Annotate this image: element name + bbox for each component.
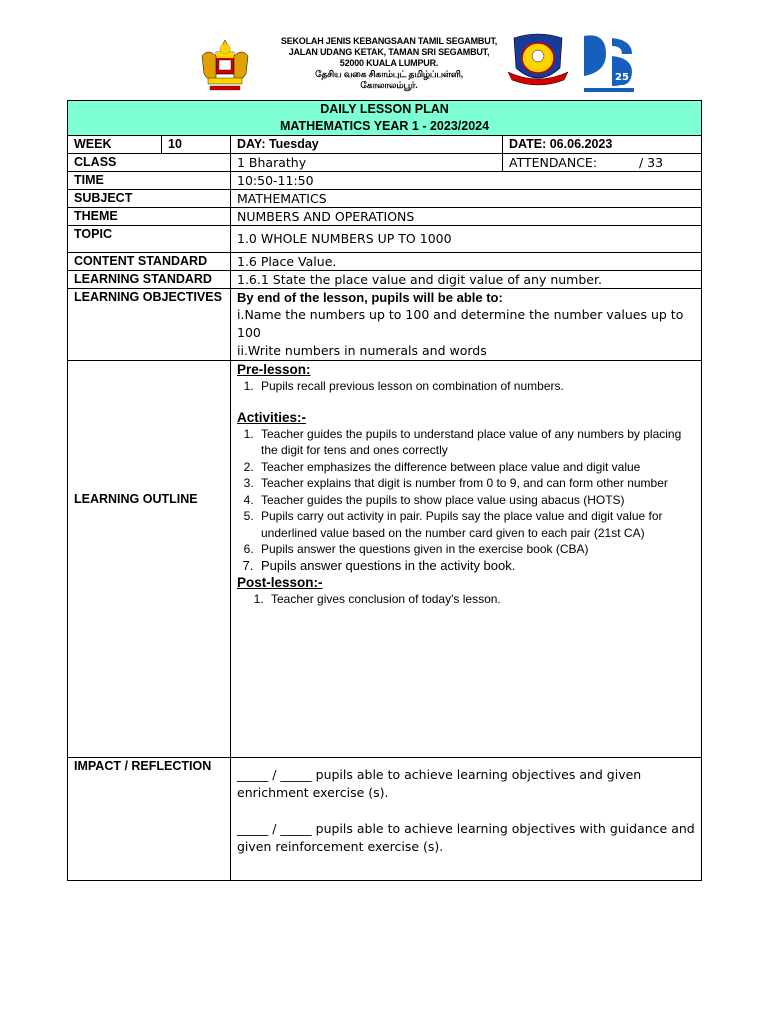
outline-row (68, 361, 702, 758)
list-item: 1. Pupils recall previous lesson on combination of numbers. (257, 378, 695, 395)
reflection-row (68, 758, 702, 881)
content-standard-value: 1.6 Place Value. (231, 253, 702, 271)
reflection-cell (231, 758, 702, 881)
title-cell (68, 101, 702, 136)
objective-item: i.Name the numbers up to 100 and determine the number values up to 100 (237, 307, 684, 340)
class-value: 1 Bharathy (231, 154, 503, 172)
learning-standard-value: 1.6.1 State the place value and digit value of any number. (231, 271, 702, 289)
school-crest-logo (506, 32, 570, 88)
subject-label: SUBJECT (68, 190, 231, 208)
objective-item: ii.Write numbers in numerals and words (237, 343, 487, 358)
daily-lesson-plan-table (67, 100, 702, 881)
attendance-label: ATTENDANCE: (509, 155, 598, 170)
activities-heading: Activities:- (237, 409, 307, 425)
subject-value: MATHEMATICS (231, 190, 702, 208)
activities-list (237, 426, 695, 575)
school-address (264, 36, 514, 91)
reflection-reinforcement: _____ / _____ pupils able to achieve learning objectives with guidance and given reinforcement exercise (s). (237, 821, 695, 854)
objectives-label: LEARNING OBJECTIVES (68, 289, 231, 361)
list-item: 6. Pupils answer the questions given in the exercise book (CBA) (257, 541, 695, 558)
content-standard-row (68, 253, 702, 271)
day-value: DAY: Tuesday (231, 136, 503, 154)
pre-lesson-list (237, 378, 695, 395)
ministry-education-25-logo (578, 32, 638, 94)
objectives-intro: By end of the lesson, pupils will be able to: (237, 290, 503, 305)
week-row (68, 136, 702, 154)
theme-label: THEME (68, 208, 231, 226)
date-value: DATE: 06.06.2023 (503, 136, 702, 154)
logo-25-text: 25 (615, 72, 629, 83)
class-label: CLASS (68, 154, 231, 172)
subject-row (68, 190, 702, 208)
school-name-line: SEKOLAH JENIS KEBANGSAAN TAMIL SEGAMBUT, (280, 36, 498, 46)
plan-title: DAILY LESSON PLAN (320, 102, 449, 116)
content-standard-label: CONTENT STANDARD (68, 253, 231, 271)
time-row (68, 172, 702, 190)
list-item: 5. Pupils carry out activity in pair. Pupils say the place value and digit value for underlined value based on the number card given to each pair (21st CA) (257, 508, 695, 541)
learning-standard-label: LEARNING STANDARD (68, 271, 231, 289)
topic-value: 1.0 WHOLE NUMBERS UP TO 1000 (231, 226, 702, 253)
week-value: 10 (162, 136, 231, 154)
title-row (68, 101, 702, 136)
objectives-row (68, 289, 702, 361)
list-item: 4. Teacher guides the pupils to show place value using abacus (HOTS) (257, 492, 695, 509)
objectives-cell (231, 289, 702, 361)
list-item: 1. Teacher gives conclusion of today's lesson. (267, 591, 695, 608)
school-header (190, 32, 640, 102)
time-label: TIME (68, 172, 231, 190)
topic-label: TOPIC (68, 226, 231, 253)
reflection-enrichment: _____ / _____ pupils able to achieve learning objectives and given enrichment exercise (s). (237, 767, 642, 800)
list-item: 3. Teacher explains that digit is number from 0 to 9, and can form other number (257, 475, 695, 492)
list-item: 7. Pupils answer questions in the activity book. (257, 558, 695, 575)
pre-lesson-heading: Pre-lesson: (237, 362, 311, 377)
list-item: 2. Teacher emphasizes the difference between place value and digit value (257, 459, 695, 476)
attendance-value: / 33 (639, 155, 664, 170)
malaysia-coat-of-arms-logo (194, 38, 256, 94)
theme-row (68, 208, 702, 226)
week-label: WEEK (68, 136, 162, 154)
plan-subtitle: MATHEMATICS YEAR 1 - 2023/2024 (279, 119, 490, 133)
school-tamil-city-line: கோலாலம்பூர். (360, 80, 418, 90)
post-lesson-heading: Post-lesson:- (237, 575, 323, 590)
theme-value: NUMBERS AND OPERATIONS (231, 208, 702, 226)
learning-standard-row (68, 271, 702, 289)
class-row (68, 154, 702, 172)
time-value: 10:50-11:50 (231, 172, 702, 190)
attendance-cell (503, 154, 702, 172)
outline-label: LEARNING OUTLINE (68, 361, 231, 758)
outline-cell (231, 361, 702, 758)
reflection-label: IMPACT / REFLECTION (68, 758, 231, 881)
post-lesson-list (237, 591, 695, 608)
topic-row (68, 226, 702, 253)
school-tamil-name-line: தேசிய வகை சிகாம்புட் தமிழ்ப்பள்ளி, (315, 69, 463, 79)
school-postcode-line: 52000 KUALA LUMPUR. (339, 58, 439, 68)
school-address-line: JALAN UDANG KETAK, TAMAN SRI SEGAMBUT, (288, 47, 490, 57)
list-item: 1. Teacher guides the pupils to understand place value of any numbers by placing the digit for tens and ones correctly (257, 426, 695, 459)
